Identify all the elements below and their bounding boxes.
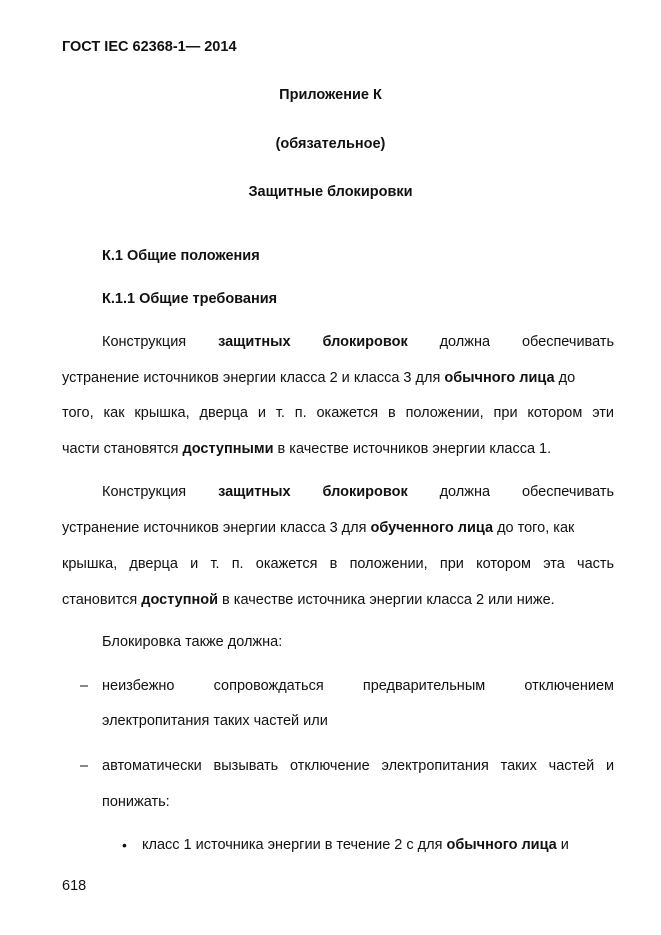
word: котором <box>476 556 532 572</box>
word: сопровождаться <box>213 678 324 694</box>
text-run: в качестве источника энергии класса 2 или ниже. <box>218 592 555 608</box>
paragraph-line <box>62 520 574 536</box>
sub-list-item-line <box>142 837 569 853</box>
word: того, <box>62 405 94 421</box>
paragraph-line <box>62 370 575 386</box>
dash-marker: – <box>80 758 89 774</box>
word: и <box>257 405 266 421</box>
word: вызывать <box>213 758 279 774</box>
paragraph-line <box>102 484 614 500</box>
word: как <box>103 405 125 421</box>
word: т. <box>210 556 220 572</box>
word: обеспечивать <box>521 334 615 350</box>
text-run: устранение источников энергии класса 2 и класса 3 для <box>62 370 445 386</box>
paragraph-line <box>62 405 614 421</box>
paragraph-3: Блокировка также должна: <box>102 634 283 650</box>
text-run: в качестве источников энергии класса 1. <box>273 441 552 457</box>
word: п. <box>294 405 307 421</box>
text-run: класс 1 источника энергии в течение 2 с для <box>142 837 447 853</box>
list-item-line: понижать: <box>102 794 170 810</box>
appendix-title: Приложение К <box>279 87 382 103</box>
bold-term: защитных <box>218 484 291 500</box>
word: положении, <box>405 405 484 421</box>
text-run: части становятся <box>62 441 183 457</box>
section-heading-k1: К.1 Общие положения <box>102 248 260 264</box>
list-item-line <box>102 758 614 774</box>
word: окажется <box>255 556 318 572</box>
paragraph-line <box>62 441 551 457</box>
word: неизбежно <box>102 678 175 694</box>
word: эта <box>543 556 565 572</box>
word: отключение <box>290 758 370 774</box>
bold-term: блокировок <box>322 484 408 500</box>
word: частей <box>548 758 595 774</box>
word: окажется <box>316 405 379 421</box>
word: котором <box>527 405 583 421</box>
document-header: ГОСТ IEC 62368-1— 2014 <box>62 39 237 55</box>
word: автоматически <box>102 758 202 774</box>
bold-term: доступной <box>141 592 219 608</box>
word: отключением <box>524 678 615 694</box>
word: предварительным <box>362 678 486 694</box>
bold-term: обученного лица <box>370 520 494 536</box>
word: должна <box>439 484 491 500</box>
text-run: до <box>554 370 576 386</box>
word: при <box>493 405 518 421</box>
text-run: до того, как <box>493 520 575 536</box>
word: п. <box>231 556 244 572</box>
word: обеспечивать <box>521 484 615 500</box>
list-item-line: электропитания таких частей или <box>102 713 328 729</box>
word: в <box>329 556 338 572</box>
paragraph-line <box>62 556 614 572</box>
text-run: становится <box>62 592 142 608</box>
word: и <box>605 758 615 774</box>
bold-term: блокировок <box>322 334 408 350</box>
dash-marker: – <box>80 678 89 694</box>
paragraph-line <box>62 592 555 608</box>
bold-term: обычного лица <box>444 370 555 386</box>
list-item-line <box>102 678 614 694</box>
word: т. <box>275 405 285 421</box>
bold-term: доступными <box>182 441 274 457</box>
paragraph-line <box>102 334 614 350</box>
appendix-status: (обязательное) <box>275 136 386 152</box>
word: крышка, <box>134 405 190 421</box>
bullet-marker: • <box>122 837 127 853</box>
word: дверца <box>129 556 178 572</box>
word: таких <box>500 758 537 774</box>
word: эти <box>592 405 615 421</box>
text-run: устранение источников энергии класса 3 для <box>62 520 371 536</box>
word: Конструкция <box>102 484 187 500</box>
section-heading-k11: К.1.1 Общие требования <box>102 291 278 307</box>
word: крышка, <box>62 556 118 572</box>
text-run: и <box>556 837 569 853</box>
appendix-subject: Защитные блокировки <box>248 184 413 200</box>
word: часть <box>577 556 615 572</box>
bold-term: защитных <box>218 334 291 350</box>
word: Конструкция <box>102 334 187 350</box>
word: должна <box>439 334 491 350</box>
word: и <box>190 556 199 572</box>
word: электропитания <box>381 758 489 774</box>
word: дверца <box>199 405 248 421</box>
word: в <box>388 405 396 421</box>
word: при <box>439 556 464 572</box>
page-number: 618 <box>62 878 87 894</box>
word: положении, <box>349 556 428 572</box>
bold-term: обычного лица <box>446 837 557 853</box>
